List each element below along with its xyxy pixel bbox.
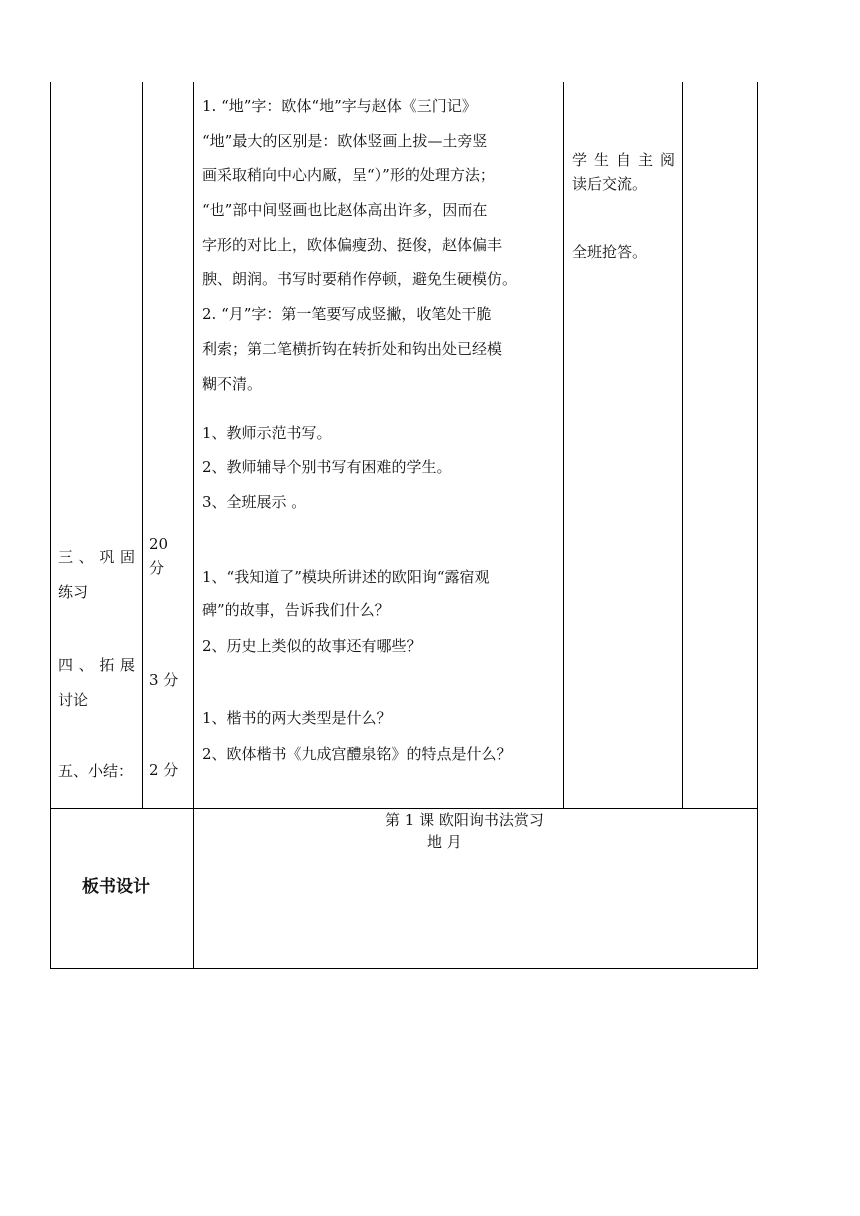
content-line: 2、教师辅导个别书写有困难的学生。 bbox=[202, 458, 452, 476]
column-divider-2 bbox=[193, 82, 194, 969]
stage-time: 分 bbox=[149, 559, 165, 577]
content-line: “也”部中间竖画也比赵体高出许多，因而在 bbox=[202, 201, 488, 219]
content-line: 1、教师示范书写。 bbox=[202, 424, 332, 442]
student-activity-line: 学生自主阅 bbox=[572, 151, 675, 169]
column-divider-4 bbox=[682, 82, 683, 808]
content-line: 1、楷书的两大类型是什么？ bbox=[202, 709, 392, 727]
content-line: 2. “月”字：第一笔要写成竖撇，收笔处干脆 bbox=[202, 305, 492, 323]
content-line: 2、欧体楷书《九成宫醴泉铭》的特点是什么？ bbox=[202, 745, 512, 763]
content-line: 字形的对比上，欧体偏瘦劲、挺俊，赵体偏丰 bbox=[202, 236, 503, 254]
student-activity-line: 全班抢答。 bbox=[572, 243, 648, 261]
content-line: 画采取稍向中心内厰，呈“）”形的处理方法； bbox=[202, 166, 495, 184]
row-divider bbox=[50, 808, 758, 809]
stage-label: 四、拓展 bbox=[58, 656, 135, 674]
stage-label: 讨论 bbox=[58, 691, 89, 709]
content-line: 2、历史上类似的故事还有哪些？ bbox=[202, 637, 422, 655]
table-border-bottom bbox=[50, 968, 758, 969]
board-design-characters: 地 月 bbox=[427, 833, 462, 851]
stage-time: 2 分 bbox=[149, 761, 179, 779]
content-line: 碑”的故事，告诉我们什么？ bbox=[202, 601, 390, 619]
column-divider-1 bbox=[142, 82, 143, 808]
stage-label: 五、小结： bbox=[58, 762, 134, 780]
content-line: 糊不清。 bbox=[202, 375, 263, 393]
stage-time: 3 分 bbox=[149, 671, 179, 689]
stage-label: 练习 bbox=[58, 583, 89, 601]
content-line: 腴、朗润。书写时要稍作停顿，避免生硬模仿。 bbox=[202, 270, 518, 288]
content-line: 3、全班展示 。 bbox=[202, 493, 307, 511]
table-border-right bbox=[757, 82, 758, 969]
column-divider-3 bbox=[563, 82, 564, 808]
student-activity-line: 读后交流。 bbox=[572, 175, 648, 193]
table-border-left bbox=[50, 82, 51, 969]
stage-time: 20 bbox=[149, 535, 169, 553]
content-line: 1. “地”字：欧体“地”字与赵体《三门记》 bbox=[202, 97, 477, 115]
stage-label: 三、巩固 bbox=[58, 548, 135, 566]
board-design-title: 第 1 课 欧阳询书法赏习 bbox=[385, 811, 544, 829]
content-line: “地”最大的区别是：欧体竖画上拔—土旁竖 bbox=[202, 132, 488, 150]
content-line: 利索；第二笔横折钩在转折处和钩出处已经模 bbox=[202, 340, 503, 358]
board-design-label: 板书设计 bbox=[82, 877, 150, 897]
content-line: 1、“我知道了”模块所讲述的欧阳询“露宿观 bbox=[202, 568, 490, 586]
